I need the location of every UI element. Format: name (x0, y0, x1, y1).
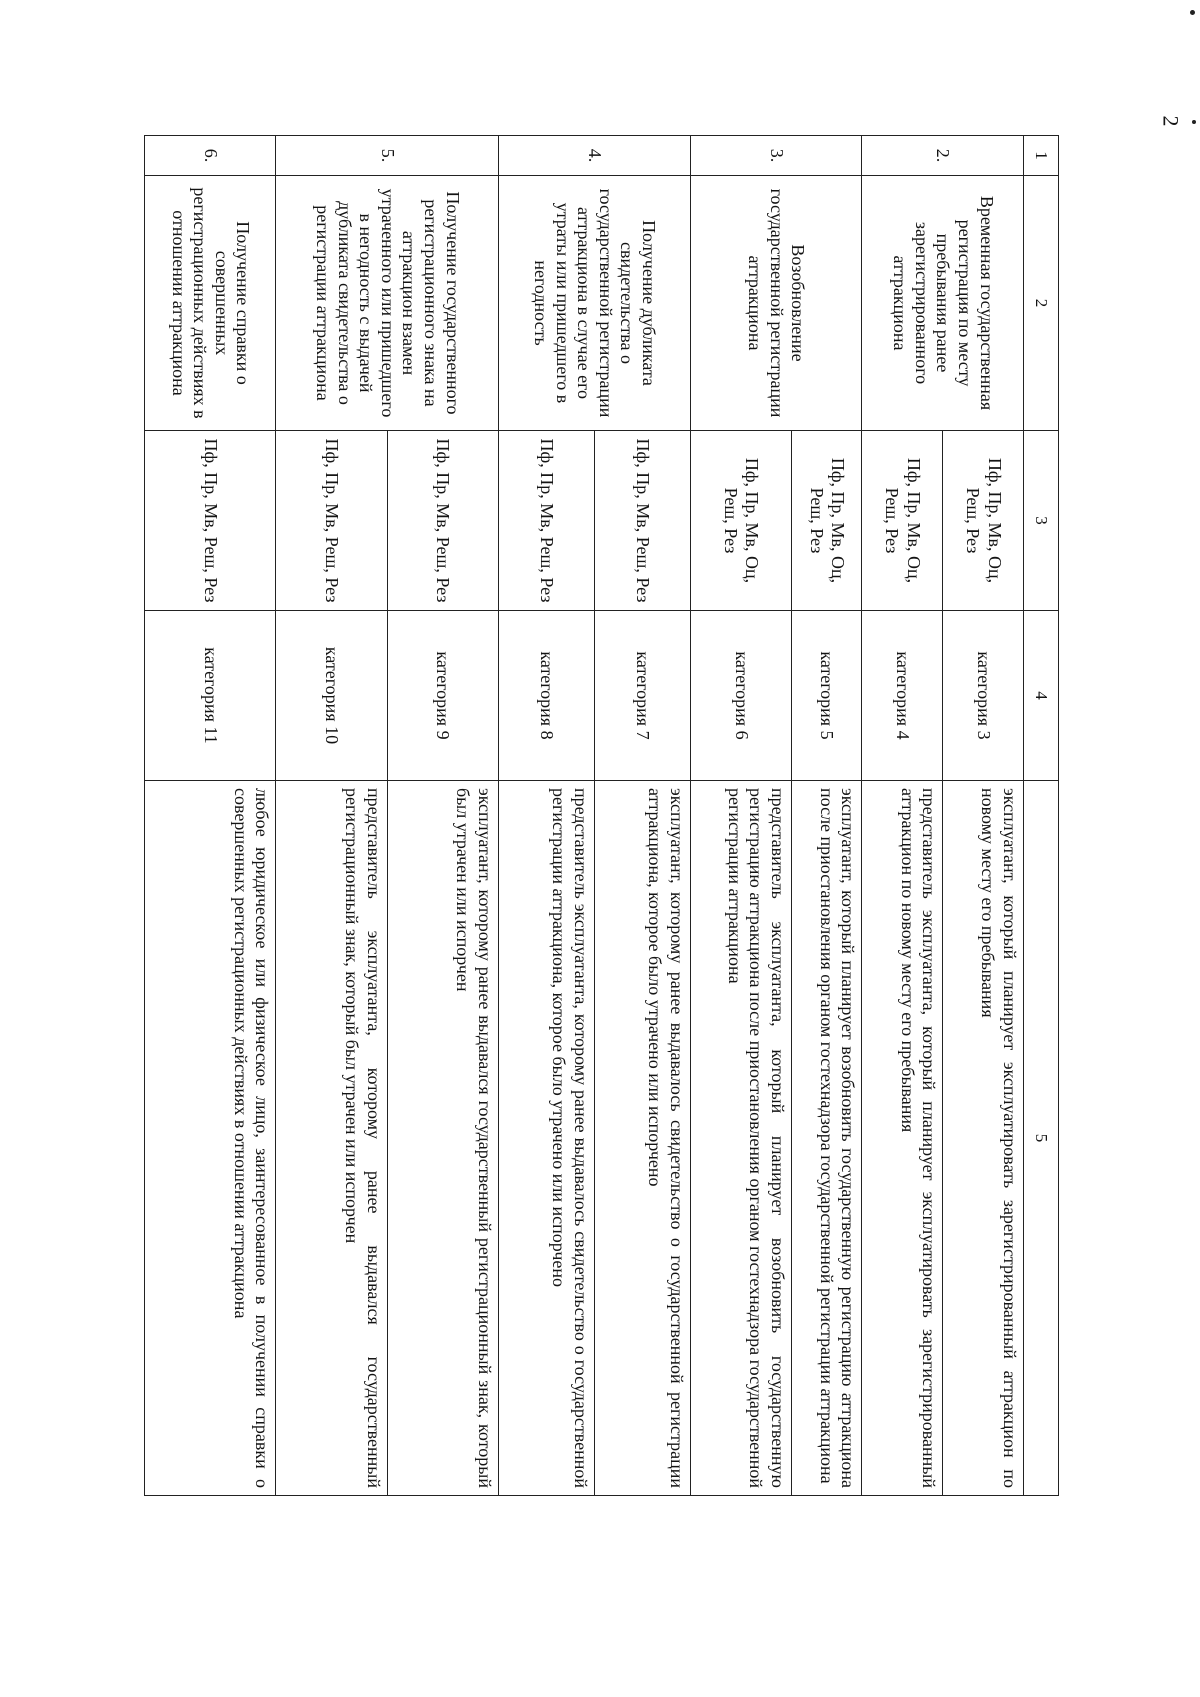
category-cell: категория 10 (276, 611, 387, 781)
header-row (1024, 136, 1059, 1496)
documents-cell: Пф, Пр, Мв, Реш, Рез (498, 431, 594, 611)
applicant-cell: представитель эксплуатанта, которому ранее выдавался государственный регистрационный знак, который был утрачен или испорчен (276, 781, 387, 1496)
table-row (594, 136, 690, 1496)
documents-cell: Пф, Пр, Мв, Оц, Реш, Рез (862, 431, 943, 611)
table-row (145, 136, 276, 1496)
applicant-cell: эксплуатант, которому ранее выдавался государственный регистрационный знак, который был утрачен или испорчен (387, 781, 498, 1496)
row-number: 4. (498, 136, 690, 176)
applicant-cell: представитель эксплуатанта, который планирует эксплуатировать зарегистрированный аттракцион по новому месту его пребывания (862, 781, 943, 1496)
category-cell: категория 11 (145, 611, 276, 781)
column-header: 1 (1024, 136, 1059, 176)
applicant-cell: эксплуатант, который планирует возобновить государственную регистрацию аттракциона после приостановления органом гостехнадзора государственной регистрации аттракциона (791, 781, 862, 1496)
table-row (387, 136, 498, 1496)
row-number: 6. (145, 136, 276, 176)
category-cell: категория 5 (791, 611, 862, 781)
applicant-cell: любое юридическое или физическое лицо, заинтересованное в получении справки о совершенных регистрационных действиях в отношении аттракциона (145, 781, 276, 1496)
column-header: 4 (1024, 611, 1059, 781)
service-name: Временная государственная регистрация по месту пребывания ранее зарегистрированного аттракциона (862, 176, 1024, 431)
applicant-cell: эксплуатант, который планирует эксплуатировать зарегистрированный аттракцион по новому месту его пребывания (943, 781, 1024, 1496)
page-number: 2 (1158, 115, 1184, 127)
column-header: 5 (1024, 781, 1059, 1496)
row-number: 3. (690, 136, 862, 176)
applicant-cell: представитель эксплуатанта, которому ранее выдавалось свидетельство о государственной регистрации аттракциона, которое было утрачено или испорчено (498, 781, 594, 1496)
documents-cell: Пф, Пр, Мв, Оц, Реш, Рез (690, 431, 791, 611)
category-cell: категория 4 (862, 611, 943, 781)
documents-cell: Пф, Пр, Мв, Реш, Рез (276, 431, 387, 611)
column-header: 3 (1024, 431, 1059, 611)
documents-cell: Пф, Пр, Мв, Реш, Рез (145, 431, 276, 611)
rotated-table-container (144, 135, 1059, 1495)
category-cell: категория 3 (943, 611, 1024, 781)
documents-cell: Пф, Пр, Мв, Реш, Рез (387, 431, 498, 611)
documents-cell: Пф, Пр, Мв, Оц, Реш, Рез (943, 431, 1024, 611)
column-header: 2 (1024, 176, 1059, 431)
category-cell: категория 8 (498, 611, 594, 781)
service-name: Получение справки о совершенных регистрационных действиях в отношении аттракциона (145, 176, 276, 431)
service-name: Получение государственного регистрационного знака на аттракцион взамен утраченного или пришедшего в негодность с выдачей дубликата свидетельства о регистрации аттракциона (276, 176, 498, 431)
applicant-cell: представитель эксплуатанта, который планирует возобновить государственную регистрацию аттракциона после приостановления органом гостехнадзора государственной регистрации аттракциона (690, 781, 791, 1496)
service-name: Получение дубликата свидетельства о государственной регистрации аттракциона в случае его утраты или пришедшего в негодность (498, 176, 690, 431)
table-row (943, 136, 1024, 1496)
category-cell: категория 9 (387, 611, 498, 781)
scan-dot (1192, 120, 1196, 124)
service-name: Возобновление государственной регистрации аттракциона (690, 176, 862, 431)
documents-cell: Пф, Пр, Мв, Оц, Реш, Рез (791, 431, 862, 611)
category-cell: категория 6 (690, 611, 791, 781)
documents-cell: Пф, Пр, Мв, Реш, Рез (594, 431, 690, 611)
services-table (144, 135, 1059, 1496)
row-number: 5. (276, 136, 498, 176)
applicant-cell: эксплуатант, которому ранее выдавалось свидетельство о государственной регистрации аттракциона, которое было утрачено или испорчено (594, 781, 690, 1496)
row-number: 2. (862, 136, 1024, 176)
category-cell: категория 7 (594, 611, 690, 781)
table-row (791, 136, 862, 1496)
scan-dot (1190, 10, 1195, 15)
